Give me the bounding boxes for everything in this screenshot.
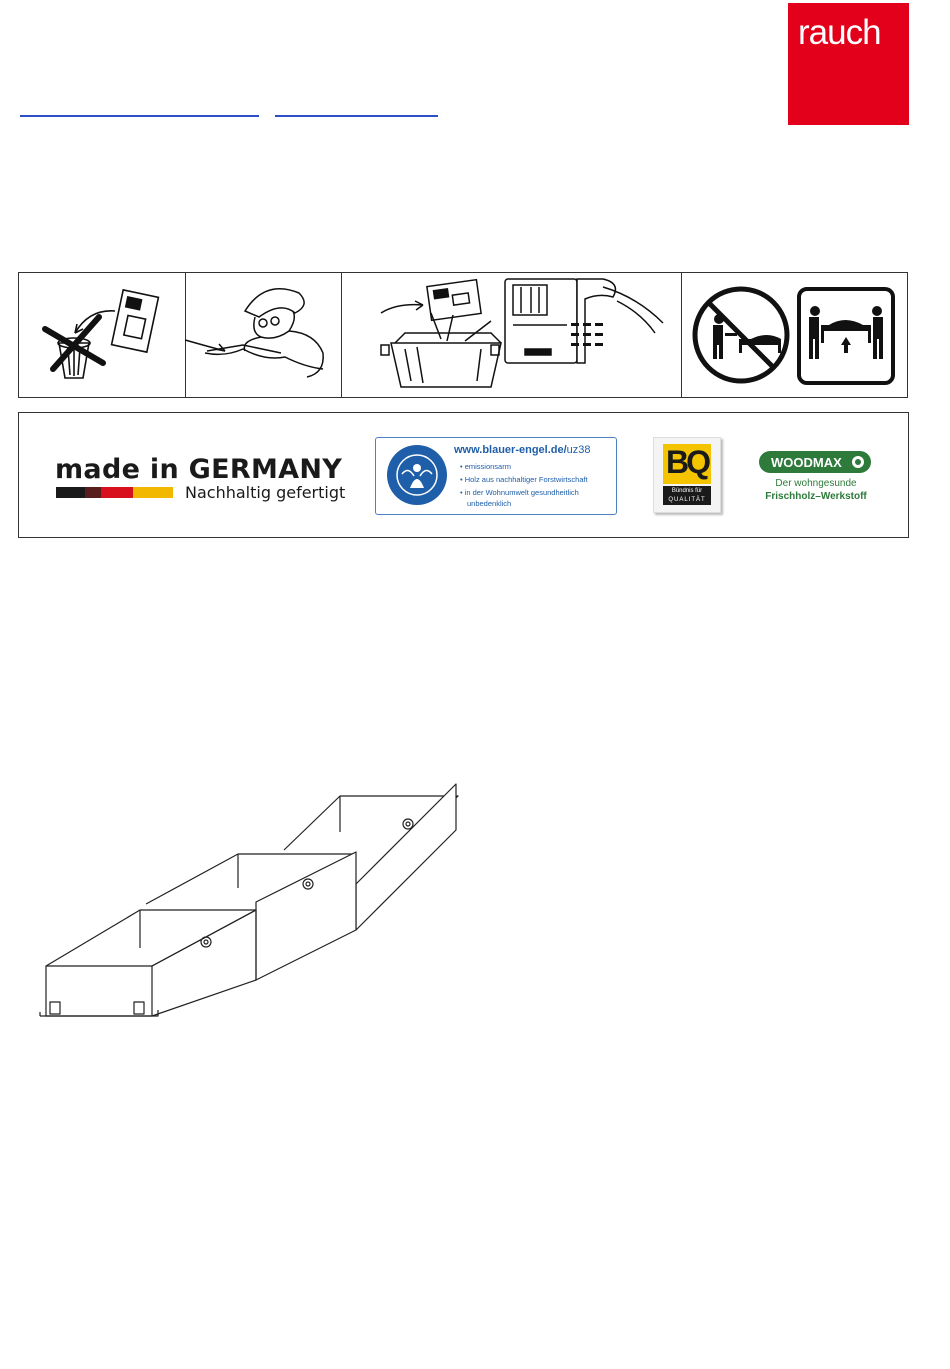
drawer-set-illustration xyxy=(38,780,460,1020)
file-instructions-icon xyxy=(341,273,681,397)
blue-angel-seal-icon xyxy=(386,444,448,506)
read-instructions-icon xyxy=(185,273,341,397)
blauer-engel-item: • emissionsarm xyxy=(460,462,511,471)
blauer-engel-badge xyxy=(375,437,617,515)
woodmax-line1: Der wohngesunde xyxy=(775,478,857,489)
bq-mark: BQ xyxy=(666,444,708,480)
woodmax-dot-icon xyxy=(851,455,865,469)
blauer-engel-url-main: www.blauer-engel.de/ xyxy=(454,444,567,456)
blauer-engel-url[interactable] xyxy=(454,444,591,456)
made-in-germany-title: made in GERMANY xyxy=(55,454,343,485)
brand-logo xyxy=(788,3,909,125)
certification-panel xyxy=(18,412,909,538)
blauer-engel-item: unbedenklich xyxy=(467,499,512,508)
made-in-germany-subtitle: Nachhaltig gefertigt xyxy=(185,483,346,502)
bq-badge xyxy=(653,437,721,513)
link-underline-2[interactable] xyxy=(275,115,438,117)
flag-stripe-black xyxy=(56,487,85,498)
blauer-engel-url-code: uz38 xyxy=(566,444,591,456)
flag-stripe-gold xyxy=(133,487,173,498)
blauer-engel-item: • in der Wohnumwelt gesundheitlich xyxy=(460,488,579,497)
no-drag-lift-together-icon xyxy=(681,273,909,397)
bq-label-line2: QUALITÄT xyxy=(663,496,711,505)
woodmax-line2: Frischholz–Werkstoff xyxy=(765,491,867,502)
flag-stripe-red xyxy=(101,487,133,498)
link-underline-1[interactable] xyxy=(20,115,259,117)
blauer-engel-item: • Holz aus nachhaltiger Forstwirtschaft xyxy=(460,475,588,484)
flag-stripe-dark xyxy=(85,487,101,498)
instruction-panel xyxy=(18,272,908,398)
bq-label-line1: Bündnis für xyxy=(663,486,711,496)
woodmax-logo xyxy=(759,451,871,473)
brand-logo-text: rauch xyxy=(798,13,881,52)
woodmax-name: WOODMAX xyxy=(771,455,842,470)
no-trash-instruction-icon xyxy=(19,273,185,397)
